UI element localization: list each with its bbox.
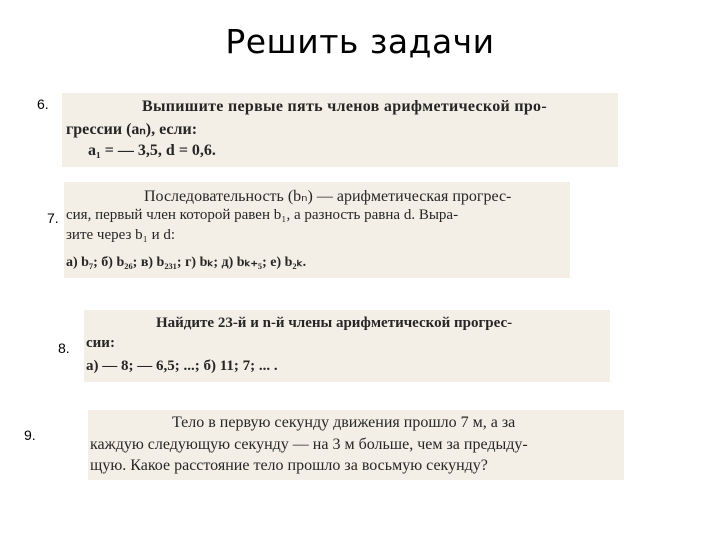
problem-7-line-3: зите через b₁ и d: [66, 227, 176, 243]
problem-8-scan [84, 310, 610, 382]
problem-9-line-2: каждую следующую секунду — на 3 м больше, чем за предыду- [90, 436, 528, 453]
problem-7-line-1: Последовательность (bₙ) — арифметическая прогрес- [144, 188, 512, 205]
problem-6-line-2: грессии (aₙ), если: [66, 121, 198, 138]
problem-number-7: 7. [47, 210, 59, 226]
problem-6-scan [62, 93, 618, 167]
problem-6-line-1: Выпишите первые пять членов арифметической про- [142, 98, 547, 115]
problem-number-6: 6. [37, 96, 49, 112]
problem-number-8: 8. [58, 340, 70, 356]
problem-7-line-2: сия, первый член которой равен b₁, а разность равна d. Выра- [66, 207, 459, 223]
problem-number-9: 9. [24, 427, 36, 443]
problem-6-line-3: a₁ = — 3,5, d = 0,6. [88, 142, 216, 159]
problem-8-line-2: сии: [86, 335, 115, 351]
problem-8-line-1: Найдите 23-й и n-й члены арифметической прогрес- [156, 315, 513, 331]
problem-7-scan [64, 182, 570, 278]
problem-9-scan [88, 410, 624, 480]
problem-7-line-4: а) b₇; б) b₂₆; в) b₂₃₁; г) bₖ; д) bₖ₊₅; е) b₂ₖ. [66, 255, 307, 270]
problem-9-line-1: Тело в первую секунду движения прошло 7 м, а за [172, 414, 516, 431]
problem-8-line-3: а) — 8; — 6,5; ...; б) 11; 7; ... . [86, 358, 278, 374]
page-title: Решить задачи [225, 22, 495, 61]
problem-9-line-3: щую. Какое расстояние тело прошло за восьмую секунду? [90, 457, 488, 474]
